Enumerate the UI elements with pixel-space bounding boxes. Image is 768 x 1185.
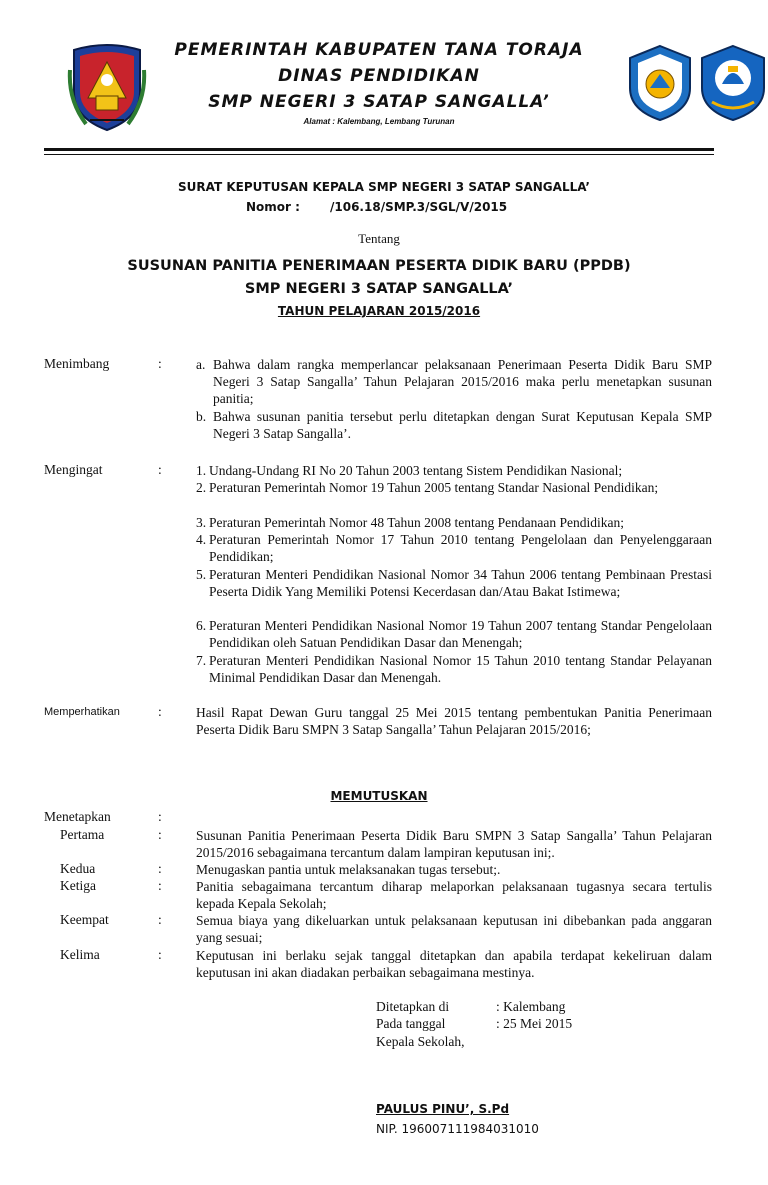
item-number: 2. [196,480,207,495]
item-number: a. [196,357,206,372]
mengingat-item [196,566,712,600]
signatory-nip: NIP. 196007111984031010 [376,1122,539,1136]
item-text: Peraturan Menteri Pendidikan Nasional Nomor 34 Tahun 2006 tentang Pembinaan Prestasi Peserta Didik Yang Memiliki Potensi Kecerdasan dan/Atau Bakat Istimewa; [209,567,712,599]
letterhead-divider-thin [44,154,714,155]
ketetapan-label: Kedua [60,861,96,876]
ketetapan-text: Keputusan ini berlaku sejak tanggal ditetapkan dan apabila terdapat kekeliruan dalam keputusan ini akan diadakan perbaikan sebagaimana mestinya. [196,948,712,980]
decree-subject-line1: SUSUNAN PANITIA PENERIMAAN PESERTA DIDIK BARU (PPDB) [127,258,631,274]
tut-wuri-handayani-logo [698,44,768,122]
ketetapan-text: Semua biaya yang dikeluarkan untuk pelaksanaan keputusan ini dibebankan pada anggaran yang sesuai; [196,913,712,945]
ketetapan-colon: : [158,861,162,876]
ketetapan-colon: : [158,912,162,927]
item-text: Bahwa susunan panitia tersebut perlu ditetapkan dengan Surat Keputusan Kepala SMP Negeri 3 Satap Sangalla’. [213,409,712,441]
decree-tentang: Tentang [358,231,400,246]
item-text: Peraturan Menteri Pendidikan Nasional Nomor 15 Tahun 2010 tentang Standar Pelayanan Minimal Pendidikan Dasar dan Menengah. [209,653,712,685]
item-text: Peraturan Pemerintah Nomor 19 Tahun 2005 tentang Standar Nasional Pendidikan; [209,480,659,495]
decree-number-label: Nomor : [246,200,300,214]
memperhatikan-label: Memperhatikan [44,706,120,718]
tanggal-value: : 25 Mei 2015 [496,1016,573,1031]
memutuskan-heading: MEMUTUSKAN [330,789,428,803]
ketetapan-colon: : [158,878,162,893]
ketetapan-label: Pertama [60,827,105,842]
decree-subject-year: TAHUN PELAJARAN 2015/2016 [277,304,481,318]
menimbang-label: Menimbang [44,356,110,371]
item-text: Peraturan Pemerintah Nomor 48 Tahun 2008 tentang Pendanaan Pendidikan; [209,515,624,530]
item-number: b. [196,409,207,424]
mengingat-item [196,514,712,531]
letterhead-divider-thick [44,148,714,151]
menimbang-item [196,408,712,442]
letterhead-school: SMP NEGERI 3 SATAP SANGALLA’ [208,92,550,112]
mengingat-item [196,531,712,565]
ketetapan-label: Kelima [60,947,100,962]
mengingat-colon: : [158,462,162,477]
mengingat-item [196,462,712,479]
item-number: 1. [196,463,207,478]
menetapkan-colon: : [158,809,162,824]
ditetapkan-label: Ditetapkan di [376,999,450,1014]
item-number: 5. [196,567,207,582]
ketetapan-text: Susunan Panitia Penerimaan Peserta Didik Baru SMPN 3 Satap Sangalla’ Tahun Pelajaran 2015/2016 sebagaimana tercantum dalam lampiran keputusan ini;. [196,828,712,860]
item-text: Bahwa dalam rangka memperlancar pelaksanaan Penerimaan Peserta Didik Baru SMP Negeri 3 Satap Sangalla’ Tahun Pelajaran 2015/2016 maka perlu menetapkan susunan panitia; [213,357,712,406]
memperhatikan-text: Hasil Rapat Dewan Guru tanggal 25 Mei 2015 tentang pembentukan Panitia Penerimaan Peserta Didik Baru SMPN 3 Satap Sangalla’ Tahun Pelajaran 2015/2016; [196,705,712,737]
mengingat-item [196,479,712,496]
mengingat-label: Mengingat [44,462,103,477]
item-text: Peraturan Pemerintah Nomor 17 Tahun 2010 tentang Pengelolaan dan Penyelenggaraan Pendidikan; [209,532,712,564]
signatory-name: PAULUS PINU’, S.Pd [376,1102,510,1116]
decree-subject-line2: SMP NEGERI 3 SATAP SANGALLA’ [244,281,514,297]
school-seal-logo [624,44,696,122]
menimbang-item [196,356,712,407]
ketetapan-text: Menugaskan pantia untuk melaksanakan tugas tersebut;. [196,862,501,877]
menetapkan-label: Menetapkan [44,809,111,824]
item-text: Undang-Undang RI No 20 Tahun 2003 tentang Sistem Pendidikan Nasional; [209,463,623,478]
item-number: 6. [196,618,207,633]
ditetapkan-value: : Kalembang [496,999,566,1014]
decree-title: SURAT KEPUTUSAN KEPALA SMP NEGERI 3 SATAP SANGALLA’ [178,180,590,194]
signatory-position: Kepala Sekolah, [376,1034,465,1049]
regency-emblem-logo [66,40,148,132]
ketetapan-text: Panitia sebagaimana tercantum diharap melaporkan pelaksanaan tugasnya secara tertulis kepada Kepala Sekolah; [196,879,712,911]
ketetapan-colon: : [158,947,162,962]
item-number: 4. [196,532,207,547]
letterhead-address: Alamat : Kalembang, Lembang Turunan [303,117,455,126]
item-number: 7. [196,653,207,668]
ketetapan-label: Keempat [60,912,109,927]
memperhatikan-colon: : [158,704,162,719]
mengingat-item [196,617,712,651]
ketetapan-colon: : [158,827,162,842]
mengingat-item [196,652,712,686]
ketetapan-label: Ketiga [60,878,96,893]
letterhead-agency: DINAS PENDIDIKAN [278,66,480,86]
item-number: 3. [196,515,207,530]
decree-number-value: /106.18/SMP.3/SGL/V/2015 [330,200,508,214]
tanggal-label: Pada tanggal [376,1016,446,1031]
letterhead-government: PEMERINTAH KABUPATEN TANA TORAJA [174,40,584,60]
menimbang-colon: : [158,356,162,371]
item-text: Peraturan Menteri Pendidikan Nasional Nomor 19 Tahun 2007 tentang Standar Pengelolaan Pendidikan oleh Satuan Pendidikan Dasar dan Menengah; [209,618,712,650]
